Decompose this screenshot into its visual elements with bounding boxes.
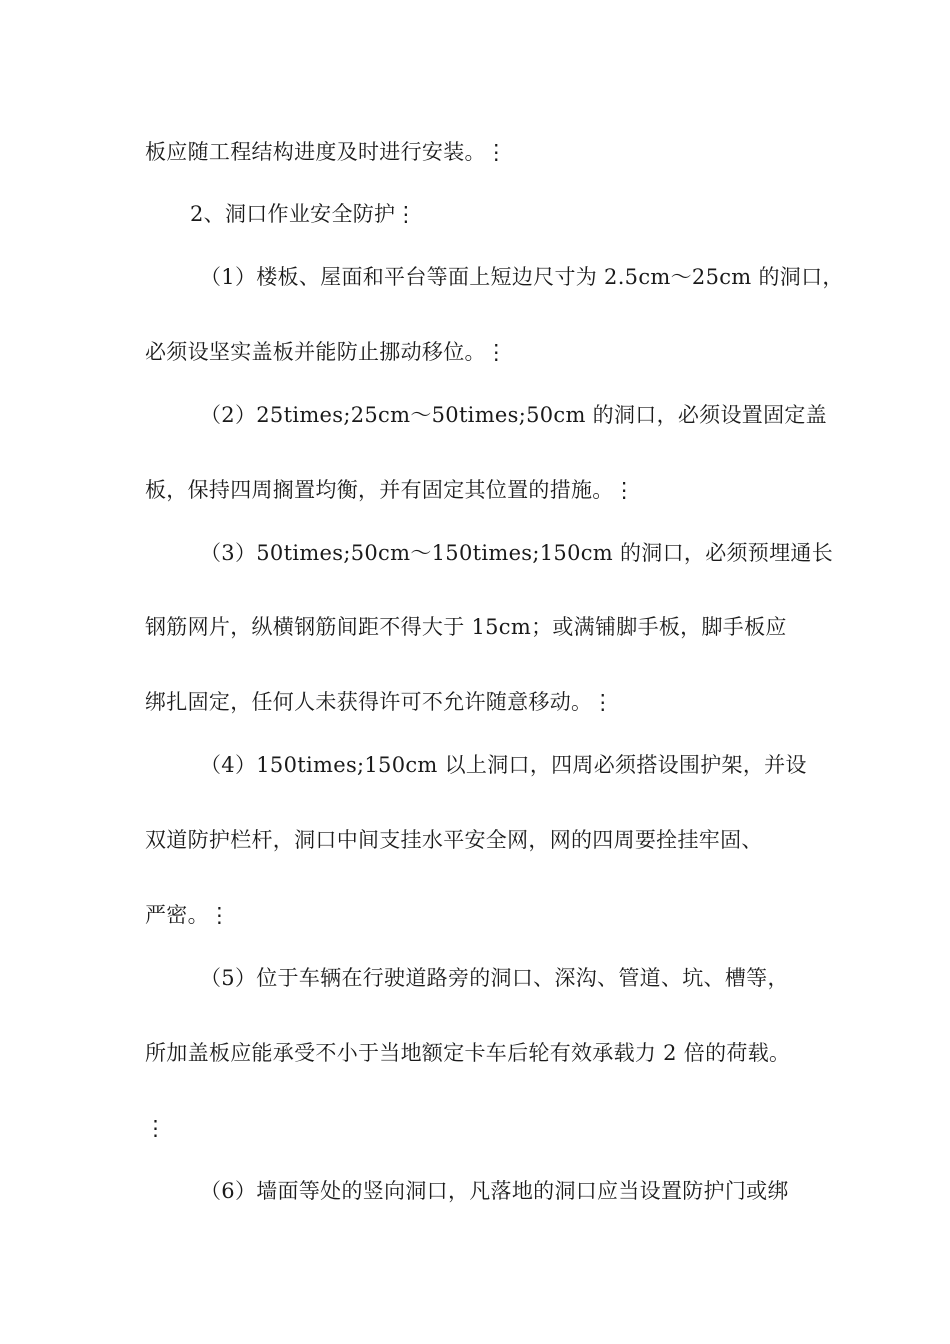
item-2-line-1: （2）25times;25cm～50times;50cm 的洞口，必须设置固定盖 <box>200 403 827 427</box>
item-5-line-2: 所加盖板应能承受不小于当地额定卡车后轮有效承载力 2 倍的荷载。 <box>145 1041 791 1065</box>
item-4-line-2: 双道防护栏杆，洞口中间支挂水平安全网，网的四周要拴挂牢固、 <box>145 828 763 852</box>
item-1-line-1: （1）楼板、屋面和平台等面上短边尺寸为 2.5cm～25cm 的洞口， <box>200 265 844 289</box>
item-4-line-3: 严密。⋮ <box>145 903 231 927</box>
item-5-line-3: ⋮ <box>145 1116 167 1140</box>
item-3-line-1: （3）50times;50cm～150times;150cm 的洞口，必须预埋通长 <box>200 541 833 565</box>
item-1-line-2: 必须设坚实盖板并能防止挪动移位。⋮ <box>145 340 508 364</box>
section-heading: 2、洞口作业安全防护⋮ <box>190 202 417 226</box>
item-4-line-1: （4）150times;150cm 以上洞口，四周必须搭设围护架，并设 <box>200 753 807 777</box>
item-3-line-3: 绑扎固定，任何人未获得许可不允许随意移动。⋮ <box>145 690 614 714</box>
item-5-line-1: （5）位于车辆在行驶道路旁的洞口、深沟、管道、坑、槽等， <box>200 966 789 990</box>
item-3-line-2: 钢筋网片，纵横钢筋间距不得大于 15cm；或满铺脚手板，脚手板应 <box>145 615 787 639</box>
item-6-line-1: （6）墙面等处的竖向洞口，凡落地的洞口应当设置防护门或绑 <box>200 1179 789 1203</box>
item-2-line-2: 板，保持四周搁置均衡，并有固定其位置的措施。⋮ <box>145 478 635 502</box>
text-line-1: 板应随工程结构进度及时进行安装。⋮ <box>145 140 508 164</box>
